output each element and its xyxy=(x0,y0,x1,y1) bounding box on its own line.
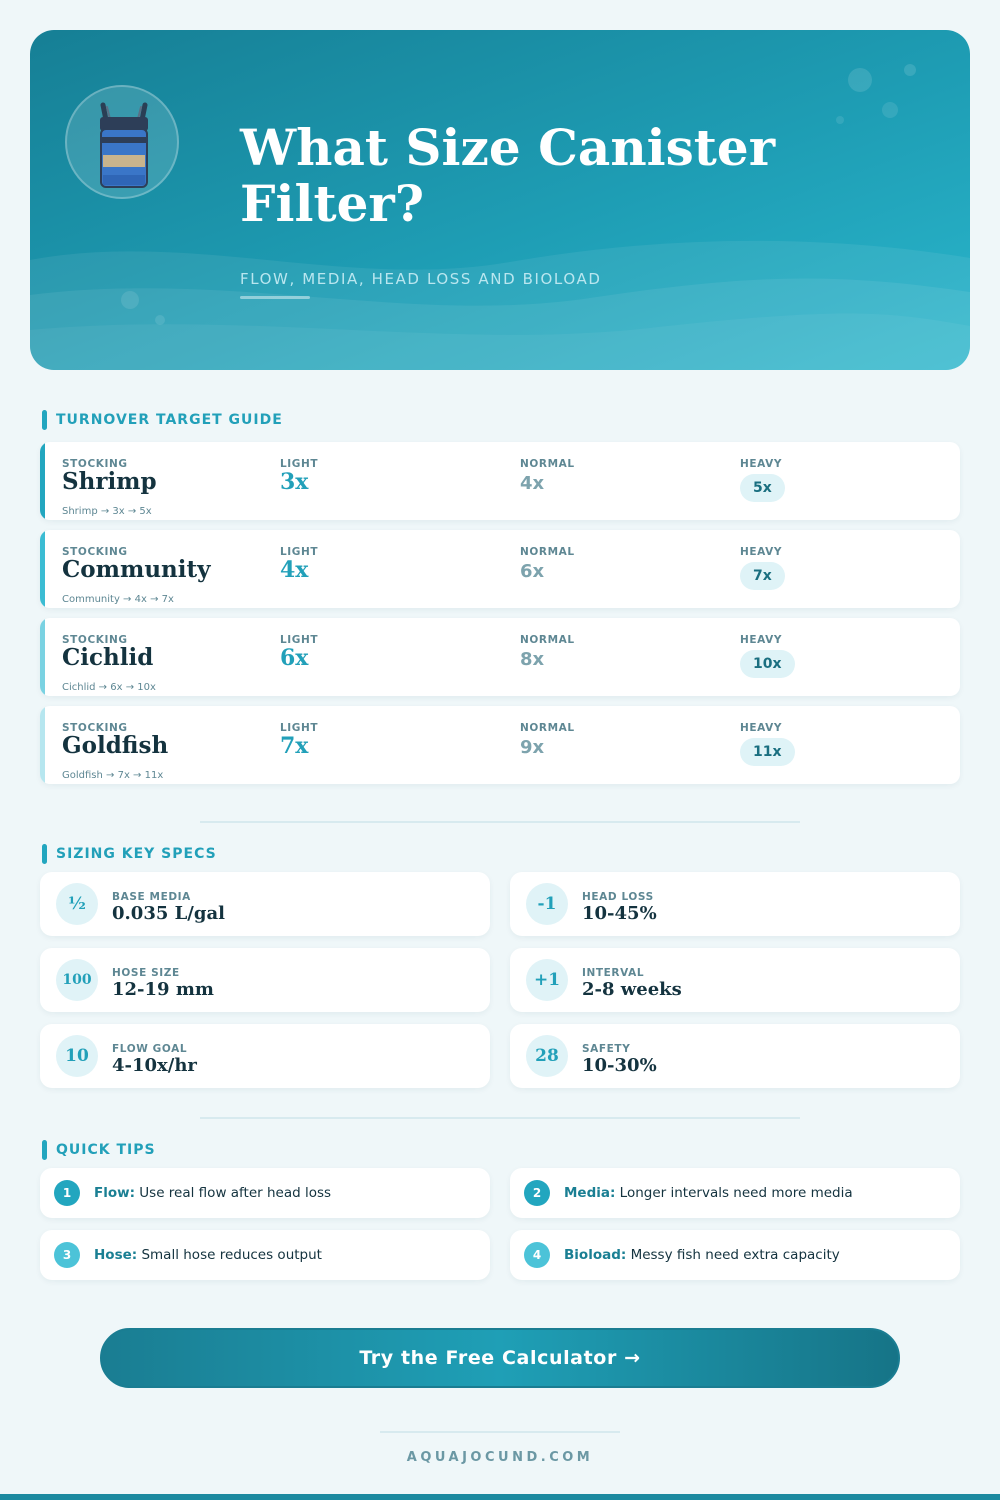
tip-number-badge: 2 xyxy=(524,1180,550,1206)
row-summary: Community → 4x → 7x xyxy=(62,594,174,605)
spec-value: 10-30% xyxy=(582,1055,657,1076)
spec-label: FLOW GOAL xyxy=(112,1043,188,1055)
spec-value: 0.035 L/gal xyxy=(112,903,225,924)
tip-text xyxy=(94,1247,322,1263)
normal-value: 4x xyxy=(520,473,545,494)
tip-body: Longer intervals need more media xyxy=(615,1185,853,1201)
light-label: LIGHT xyxy=(280,458,319,470)
heavy-value-pill: 10x xyxy=(740,650,795,678)
spec-label: HOSE SIZE xyxy=(112,967,180,979)
row-summary: Shrimp → 3x → 5x xyxy=(62,506,152,517)
tip-text xyxy=(564,1185,853,1201)
specs-section-heading xyxy=(42,844,217,864)
light-label: LIGHT xyxy=(280,722,319,734)
heading-bar xyxy=(42,410,47,430)
spec-label: BASE MEDIA xyxy=(112,891,191,903)
footer-site-link[interactable]: AQUAJOCUND.COM xyxy=(406,1450,594,1465)
spec-card-flow-goal xyxy=(40,1024,490,1088)
spec-card-head-loss xyxy=(510,872,960,936)
tip-key: Bioload: xyxy=(564,1247,627,1263)
heavy-label: HEAVY xyxy=(740,546,783,558)
tip-number-badge: 4 xyxy=(524,1242,550,1268)
stocking-label: STOCKING xyxy=(62,546,128,558)
hero-banner xyxy=(30,30,970,370)
light-label: LIGHT xyxy=(280,546,319,558)
spec-badge: ½ xyxy=(56,883,98,925)
spec-label: INTERVAL xyxy=(582,967,645,979)
tip-card-2 xyxy=(510,1168,960,1218)
tip-key: Hose: xyxy=(94,1247,138,1263)
spec-card-hose-size xyxy=(40,948,490,1012)
heavy-value-pill: 11x xyxy=(740,738,795,766)
spec-label: SAFETY xyxy=(582,1043,631,1055)
turnover-row-shrimp xyxy=(40,442,960,520)
tip-card-4 xyxy=(510,1230,960,1280)
heading-bar xyxy=(42,1140,47,1160)
normal-label: NORMAL xyxy=(520,458,575,470)
spec-badge: +1 xyxy=(526,959,568,1001)
stocking-label: STOCKING xyxy=(62,722,128,734)
spec-badge: -1 xyxy=(526,883,568,925)
subtitle-rule xyxy=(240,296,310,299)
tip-number-badge: 1 xyxy=(54,1180,80,1206)
heavy-value-pill: 5x xyxy=(740,474,785,502)
canister-filter-icon xyxy=(67,87,181,201)
light-value: 7x xyxy=(280,733,309,759)
spec-card-interval xyxy=(510,948,960,1012)
stocking-name: Community xyxy=(62,556,211,583)
spec-badge: 28 xyxy=(526,1035,568,1077)
stocking-name: Shrimp xyxy=(62,468,157,495)
stocking-name: Cichlid xyxy=(62,644,154,671)
footer-divider xyxy=(380,1431,620,1433)
normal-value: 8x xyxy=(520,649,545,670)
turnover-heading-text: TURNOVER TARGET GUIDE xyxy=(56,412,283,428)
tip-text xyxy=(94,1185,331,1201)
tip-card-1 xyxy=(40,1168,490,1218)
specs-heading-text: SIZING KEY SPECS xyxy=(56,846,217,862)
spec-value: 10-45% xyxy=(582,903,657,924)
turnover-section-heading xyxy=(42,410,283,430)
heavy-label: HEAVY xyxy=(740,634,783,646)
normal-label: NORMAL xyxy=(520,722,575,734)
spec-card-base-media xyxy=(40,872,490,936)
row-accent-bar xyxy=(40,706,45,784)
row-accent-bar xyxy=(40,530,45,608)
turnover-row-community xyxy=(40,530,960,608)
stocking-name: Goldfish xyxy=(62,732,169,759)
heading-bar xyxy=(42,844,47,864)
heavy-label: HEAVY xyxy=(740,722,783,734)
calculator-cta-button[interactable]: Try the Free Calculator → xyxy=(100,1328,900,1388)
light-label: LIGHT xyxy=(280,634,319,646)
normal-value: 6x xyxy=(520,561,545,582)
spec-badge: 10 xyxy=(56,1035,98,1077)
logo-badge xyxy=(65,85,179,199)
row-summary: Cichlid → 6x → 10x xyxy=(62,682,156,693)
heavy-label: HEAVY xyxy=(740,458,783,470)
spec-badge: 100 xyxy=(56,959,98,1001)
tip-body: Small hose reduces output xyxy=(137,1247,322,1263)
tip-text xyxy=(564,1247,840,1263)
light-value: 3x xyxy=(280,469,309,495)
section-divider xyxy=(200,1117,800,1119)
page-subtitle: FLOW, MEDIA, HEAD LOSS AND BIOLOAD xyxy=(240,270,602,288)
tips-section-heading xyxy=(42,1140,156,1160)
stocking-label: STOCKING xyxy=(62,458,128,470)
light-value: 4x xyxy=(280,557,309,583)
spec-label: HEAD LOSS xyxy=(582,891,654,903)
tips-heading-text: QUICK TIPS xyxy=(56,1142,156,1158)
tip-key: Flow: xyxy=(94,1185,135,1201)
spec-card-safety xyxy=(510,1024,960,1088)
turnover-row-cichlid xyxy=(40,618,960,696)
turnover-row-goldfish xyxy=(40,706,960,784)
spec-value: 4-10x/hr xyxy=(112,1055,197,1076)
page-title: What Size Canister Filter? xyxy=(240,118,776,233)
heavy-value-pill: 7x xyxy=(740,562,785,590)
normal-value: 9x xyxy=(520,737,545,758)
normal-label: NORMAL xyxy=(520,634,575,646)
light-value: 6x xyxy=(280,645,309,671)
tip-card-3 xyxy=(40,1230,490,1280)
stocking-label: STOCKING xyxy=(62,634,128,646)
tip-body: Messy fish need extra capacity xyxy=(626,1247,840,1263)
section-divider xyxy=(200,821,800,823)
bottom-accent-bar xyxy=(0,1494,1000,1500)
row-accent-bar xyxy=(40,618,45,696)
normal-label: NORMAL xyxy=(520,546,575,558)
tip-number-badge: 3 xyxy=(54,1242,80,1268)
spec-value: 2-8 weeks xyxy=(582,979,682,1000)
tip-body: Use real flow after head loss xyxy=(135,1185,332,1201)
spec-value: 12-19 mm xyxy=(112,979,214,1000)
row-accent-bar xyxy=(40,442,45,520)
tip-key: Media: xyxy=(564,1185,616,1201)
row-summary: Goldfish → 7x → 11x xyxy=(62,770,164,781)
